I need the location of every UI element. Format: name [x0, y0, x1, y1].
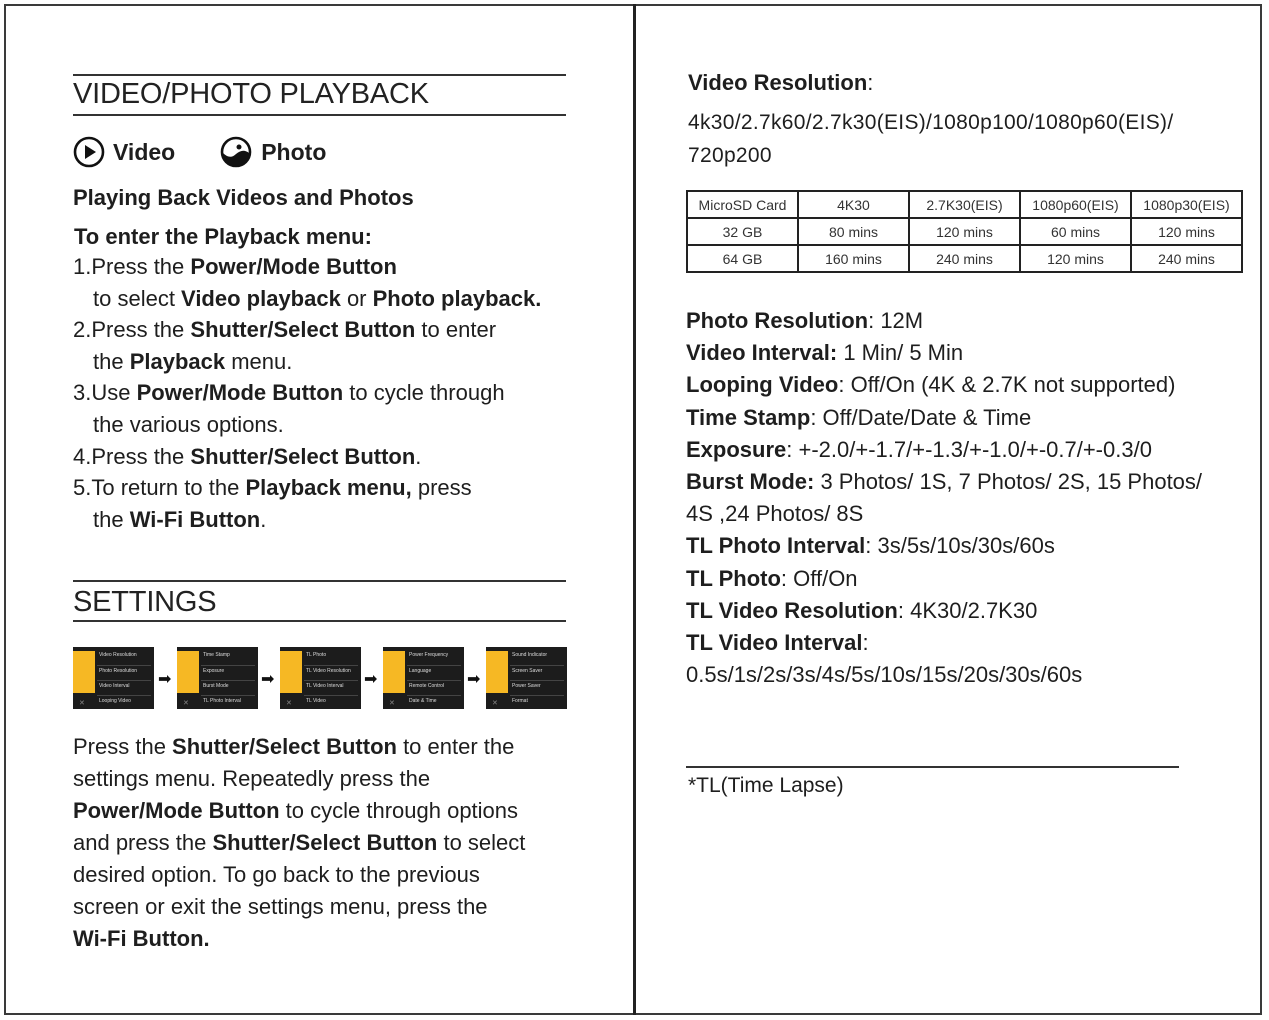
menu-screen-5: ✕ Sound Indicator Screen Saver Power Saver Format: [486, 647, 567, 709]
spec-tl-photo-interval: TL Photo Interval: 3s/5s/10s/30s/60s: [686, 533, 1055, 559]
settings-rule-bottom: [73, 620, 566, 622]
playback-subtitle: Playing Back Videos and Photos: [73, 185, 414, 210]
settings-rule-top: [73, 580, 566, 582]
playback-title: VIDEO/PHOTO PLAYBACK: [73, 78, 429, 110]
spec-tl-video-resolution: TL Video Resolution: 4K30/2.7K30: [686, 597, 1038, 623]
video-label: Video: [113, 138, 176, 165]
enter-menu-title: To enter the Playback menu:: [74, 224, 372, 249]
step-4: 4.Press the Shutter/Select Button.: [73, 443, 422, 469]
title-rule-top: [73, 74, 566, 76]
center-divider: [633, 4, 636, 1015]
spec-burst-mode: Burst Mode: 3 Photos/ 1S, 7 Photos/ 2S, 15 Photos/: [686, 469, 1203, 495]
settings-menu-strip: [73, 647, 567, 711]
step-1: 1.Press the Power/Mode Button: [73, 254, 397, 279]
menu-screen-4: ✕ Power Frequency Language Remote Control Date & Time: [383, 647, 464, 709]
spec-time-stamp: Time Stamp: Off/Date/Date & Time: [686, 404, 1032, 430]
photo-label: Photo: [261, 138, 327, 165]
menu-screen-2: ✕ Time Stamp Exposure Burst Mode TL Photo Interval: [177, 647, 258, 709]
close-icon: ✕: [389, 700, 395, 707]
spec-photo-resolution: Photo Resolution: 12M: [686, 308, 924, 333]
footnote-rule: [686, 766, 1179, 768]
step-3-cont: the various options.: [93, 411, 284, 437]
arrow-right-icon: ➡: [467, 671, 481, 688]
spec-video-interval: Video Interval: 1 Min/ 5 Min: [686, 340, 964, 366]
video-resolution-values: 4k30/2.7k60/2.7k30(EIS)/1080p100/1080p60(EIS)/ 720p200: [688, 111, 1174, 167]
footnote: *TL(Time Lapse): [688, 774, 844, 797]
close-icon: ✕: [492, 700, 498, 707]
step-1-cont: to select Video playback or Photo playback.: [93, 285, 542, 311]
menu-screen-3: ✕ TL Photo TL Video Resolution TL Video Interval TL Video: [280, 647, 361, 709]
close-icon: ✕: [183, 700, 189, 707]
playback-steps: [73, 251, 573, 535]
spec-looping-video: Looping Video: Off/On (4K & 2.7K not supported): [686, 372, 1176, 398]
spec-tl-video-interval-values: 0.5s/1s/2s/3s/4s/5s/10s/15s/20s/30s/60s: [686, 662, 1083, 688]
table-row: 32 GB 80 mins 120 mins 60 mins 120 mins: [687, 218, 1242, 245]
settings-description: Press the Shutter/Select Button to enter the settings menu. Repeatedly press the Power/Mode Button to cycle through options and press the Shutter/Select Button to select desired option. To go back to the previous screen or exit the settings menu, press the Wi-Fi Button.: [73, 734, 526, 951]
arrow-right-icon: ➡: [364, 671, 378, 688]
photo-icon: [219, 135, 253, 169]
spec-tl-video-interval: TL Video Interval:: [686, 630, 869, 656]
video-resolution-heading: Video Resolution:: [688, 70, 874, 95]
table-row: 64 GB 160 mins 240 mins 120 mins 240 mins: [687, 245, 1242, 272]
spec-tl-photo: TL Photo: Off/On: [686, 565, 858, 591]
mode-row: [73, 132, 370, 172]
spec-burst-mode-cont: 4S ,24 Photos/ 8S: [686, 501, 864, 527]
step-3: 3.Use Power/Mode Button to cycle through: [73, 380, 505, 406]
title-rule-bottom: [73, 114, 566, 116]
sd-card-table: [686, 190, 1243, 273]
menu-screen-1: ✕ Video Resolution Photo Resolution Video Interval Looping Video: [73, 647, 154, 709]
spec-list: [686, 305, 1246, 691]
step-5: 5.To return to the Playback menu, press: [73, 475, 472, 501]
close-icon: ✕: [79, 700, 85, 707]
spec-exposure: Exposure: +-2.0/+-1.7/+-1.3/+-1.0/+-0.7/+-0.3/0: [686, 436, 1152, 462]
video-mode: [73, 136, 175, 168]
arrow-right-icon: ➡: [261, 671, 275, 688]
photo-mode: [219, 135, 326, 169]
step-2-cont: the Playback menu.: [93, 348, 293, 374]
arrow-right-icon: ➡: [158, 671, 172, 688]
table-header-row: MicroSD Card 4K30 2.7K30(EIS) 1080p60(EIS) 1080p30(EIS): [687, 191, 1242, 218]
step-5-cont: the Wi-Fi Button.: [93, 506, 267, 532]
settings-title: SETTINGS: [73, 586, 217, 618]
step-2: 2.Press the Shutter/Select Button to enter: [73, 317, 497, 343]
close-icon: ✕: [286, 700, 292, 707]
play-icon: [73, 136, 105, 168]
